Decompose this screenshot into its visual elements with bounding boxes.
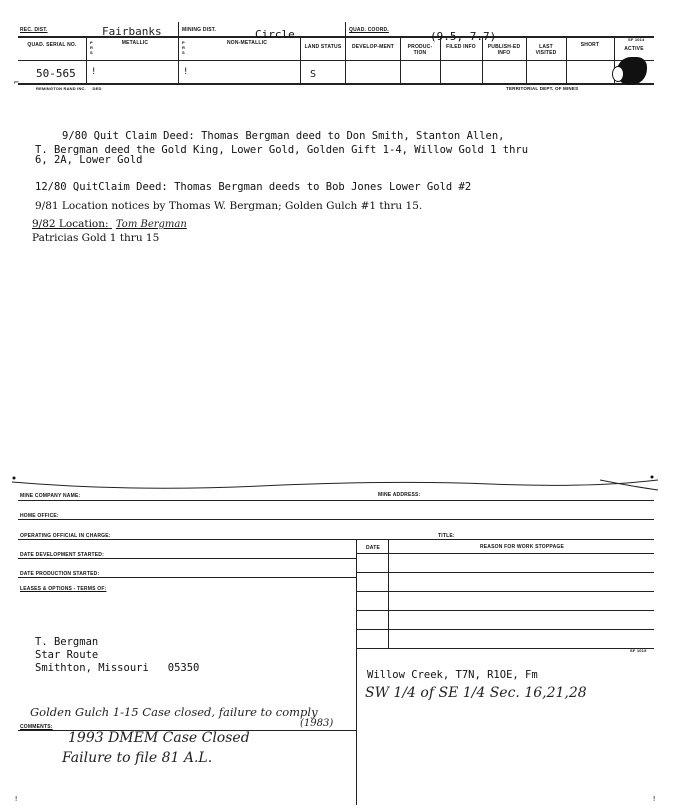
note-line-1: 9/80 Quit Claim Deed: Thomas Bergman deed to Don Smith, Stanton Allen, [62,130,505,142]
coord-label: QUAD. COORD. [349,27,389,33]
rule [356,629,654,630]
col-filed-info: FILED INFO [446,44,476,50]
form-code: SF 1015 [630,648,647,653]
divider [482,37,483,83]
col-last-visited: LAST VISITED [535,44,557,56]
col-quad: QUAD. SERIAL NO. [27,42,77,48]
corner-mark: ! [652,795,657,803]
rule [356,572,654,573]
location-line-2: SW 1/4 of SE 1/4 Sec. 16,21,28 [365,685,587,701]
divider [388,539,389,649]
printer-line: REMINGTON RAND INC. DED [36,86,102,91]
land-status-value: S [310,69,317,80]
territorial-label: TERRITORIAL DEPT. OF MINES [506,86,579,91]
divider [178,37,179,83]
col-land-status: LAND STATUS [304,44,342,50]
divider [345,22,346,36]
serial-value: 50-565 [36,67,76,80]
reason-col-header: REASON FOR WORK STOPPAGE [479,544,565,550]
divider [86,37,87,83]
comment-handwritten-3: Failure to file 81 A.L. [62,750,213,766]
mining-dist-value: Circle [255,28,295,41]
note-line-5: 9/81 Location notices by Thomas W. Bergman; Golden Gulch #1 thru 15. [35,200,423,212]
comment-handwritten-1b: (1983) [300,718,334,729]
rule [356,553,654,554]
rule [18,500,654,501]
rule [18,558,356,559]
divider [566,37,567,83]
date-prod-label: DATE PRODUCTION STARTED: [20,571,100,577]
col-short: SHORT [580,42,600,48]
divider [345,37,346,83]
tick-mark: ! [91,67,97,77]
divider [356,539,357,805]
comments-label: COMMENTS: [20,724,53,730]
date-dev-label: DATE DEVELOPMENT STARTED: [20,552,104,558]
address-line-1: T. Bergman [35,636,99,648]
title-label: TITLE: [438,533,455,539]
rule [18,577,356,578]
divider [440,37,441,83]
form-number: SF 1014 [628,37,645,42]
divider [178,22,179,36]
col-published-info: PUBLISH-ED INFO [487,44,521,56]
col-production: PRODUC-TION [407,44,433,56]
address-line-2: Star Route [35,649,99,661]
rule [356,591,654,592]
header-mid-rule [18,60,654,61]
rule [18,519,654,520]
note-line-4: 12/80 QuitClaim Deed: Thomas Bergman deeds to Bob Jones Lower Gold #2 [35,181,472,193]
operating-official-label: OPERATING OFFICIAL IN CHARGE: [20,533,111,539]
note-line-6 [32,218,187,230]
col-active: ACTIVE [624,46,644,52]
note-line-3: 6, 2A, Lower Gold [35,154,143,166]
comment-handwritten-1: Golden Gulch 1-15 Case closed, failure to comply [30,705,318,719]
active-stamp-ring [612,66,624,82]
coord-value: (9.5, 7.7) [430,30,497,43]
col-metallic: METALLIC [121,40,149,46]
corner-mark: ! [14,795,19,803]
col-nonmetallic: NON-METALLIC [226,40,268,46]
rule [356,648,654,649]
note-line-6-signature: Tom Bergman [115,219,187,230]
district-label: REC. DIST. [20,27,48,33]
note-line-2: T. Bergman deed the Gold King, Lower Gold, Golden Gift 1-4, Willow Gold 1 thru [35,144,529,156]
corner-mark: ⌐ [14,78,19,87]
comment-handwritten-2: 1993 DMEM Case Closed [68,730,250,746]
location-line-1: Willow Creek, T7N, R1OE, Fm [367,669,538,681]
district-value: Fairbanks [102,25,162,38]
leases-label: LEASES & OPTIONS - TERMS OF: [20,586,107,592]
home-office-label: HOME OFFICE: [20,513,59,519]
rule [18,539,654,540]
mine-company-label: MINE COMPANY NAME: [20,493,81,499]
header-bottom-rule [18,83,654,85]
mine-address-label: MINE ADDRESS: [378,492,421,498]
tick-mark: ! [183,67,189,77]
note-line-6-text: 9/82 Location: [32,218,109,230]
metallic-marks: P R S [90,40,94,55]
date-col-header: DATE [365,545,381,551]
divider [300,37,301,83]
mining-dist-label: MINING DIST. [182,27,217,33]
divider [400,37,401,83]
rule [356,610,654,611]
nonmetallic-marks: P R S [182,40,186,55]
divider [526,37,527,83]
note-line-7: Patricias Gold 1 thru 15 [32,232,160,244]
torn-edge [10,472,660,494]
address-line-3: Smithton, Missouri 05350 [35,662,200,674]
col-development: DEVELOP-MENT [351,44,395,50]
